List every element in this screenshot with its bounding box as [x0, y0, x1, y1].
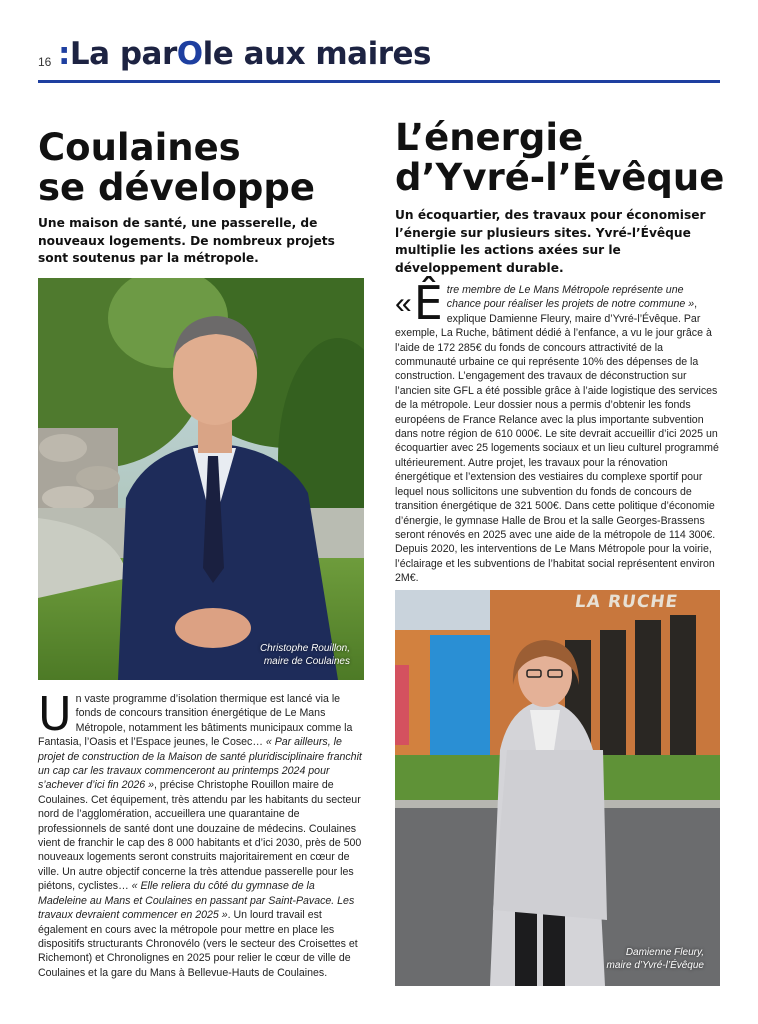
yvre-photo-caption: Damienne Fleury, maire d’Yvré-l’Évêque [606, 947, 704, 971]
right-article-lead: Un écoquartier, des travaux pour économiser l’énergie sur plusieurs sites. Yvré-l’Évêque multiplie les actions axées sur le développement durable. [395, 208, 706, 275]
section-rubric [58, 36, 431, 72]
rubric-part1: La par [69, 36, 177, 72]
rubric-colon: : [58, 36, 70, 72]
page-number: 16 [38, 55, 52, 69]
right-article-lead-wrap [395, 207, 720, 277]
header-rule [38, 80, 720, 83]
left-article-body [38, 687, 364, 980]
right-article-title: L’énergie d’Yvré-l’Évêque [395, 116, 725, 199]
coulaines-mayor-photo [38, 278, 364, 680]
left-article-header [38, 128, 364, 208]
right-article-header [395, 116, 725, 199]
left-article-lead: Une maison de santé, une passerelle, de nouveaux logements. De nombreux projets sont soutenus par la métropole. [38, 216, 335, 265]
coulaines-photo-caption: Christophe Rouillon, maire de Coulaines [259, 643, 350, 667]
yvre-mayor-photo [395, 590, 720, 986]
rubric-part2: le aux maires [202, 36, 431, 72]
rubric-o: O [176, 36, 203, 72]
right-article-body [395, 276, 720, 586]
right-dropcap: Ê [413, 276, 443, 330]
building-sign: LA RUCHE [573, 592, 680, 612]
right-article-body-text: « Ê tre membre de Le Mans Métropole représente une chance pour réaliser les projets de notre commune », explique Damienne Fleury, maire d’Yvré-l’Évêque. Par exemple, La Ruche, bâtiment dédié à l’enfance, a vu le jour grâce à l’aide de 172 285€ du fonds de concours attractivité de la communauté urbaine ce qui représente 10% des dépenses de la construction. L’engagement des travaux de déconstruction sur l’ancien site GFL a été possible grâce à l’aide logistique des services de la métropole. Leur dossier nous a permis d’obtenir les fonds européens de France Relance avec la plus importante subvention dans notre région de 610 000€. Le site devrait accueillir d’ici 2025 un écoquartier avec 25 logements sociaux et un lieu culturel programmé ultérieurement. Autre projet, les travaux pour la rénovation énergétique et l’extension des vestiaires du complexe sportif pour lequel nous sollicitons une subvention du fonds de concours de transition énergétique de 321 500€. Dans cette politique d’économie d’énergie, le gymnase Halle de Brou et la salle Georges-Brassens seront rénovés en 2025 avec une aide de la métropole de 114 300€. Depuis 2020, les interventions de Le Mans Métropole pour la voirie, l’éclairage et les subventions de l’habitat social représentent environ 2M€. [395, 276, 719, 585]
left-article-body-text: Un vaste programme d’isolation thermique est lancé via le fonds de concours transition énergétique de Le Mans Métropole, notamment les bâtiments municipaux comme la Fantasia, l’Oasis et l’Espace jeunes, le Cosec… « Par ailleurs, le projet de construction de la Maison de santé pluridisciplinaire franchit un cap car les travaux commenceront au printemps 2024 pour s’achever d’ici fin 2026 », précise Christophe Rouillon maire de Coulaines. Cet équipement, très attendu par les habitants du secteur nord de l’agglomération, accueillera une quarantaine de professionnels de santé dont une douzaine de médecins. Coulaines vient de franchir le cap des 8 000 habitants et d’ici 2030, près de 500 nouveaux logements seront construits majoritairement en cœur de ville. Un autre objectif concerne la très attendue passerelle pour les piétons, cyclistes… « Elle reliera du côté du gymnase de la Madeleine au Mans et Coulaines en passant par Saint-Pavace. Les travaux devraient commencer en 2025 ». Un lourd travail est également en cours avec la métropole pour mettre en place les dispositifs structurants Chronovélo (vers le secteur des Croisettes et Richemont) et Chronolignes en 2025 pour relier le cœur de ville de Coulaines et la gare du Mans à Bellevue-Hauts de Coulaines. [38, 687, 362, 979]
left-dropcap: U [38, 687, 72, 741]
left-article-lead-wrap [38, 215, 364, 268]
left-article-title: Coulaines se développe [38, 126, 315, 209]
quote-mark: « [395, 287, 412, 320]
